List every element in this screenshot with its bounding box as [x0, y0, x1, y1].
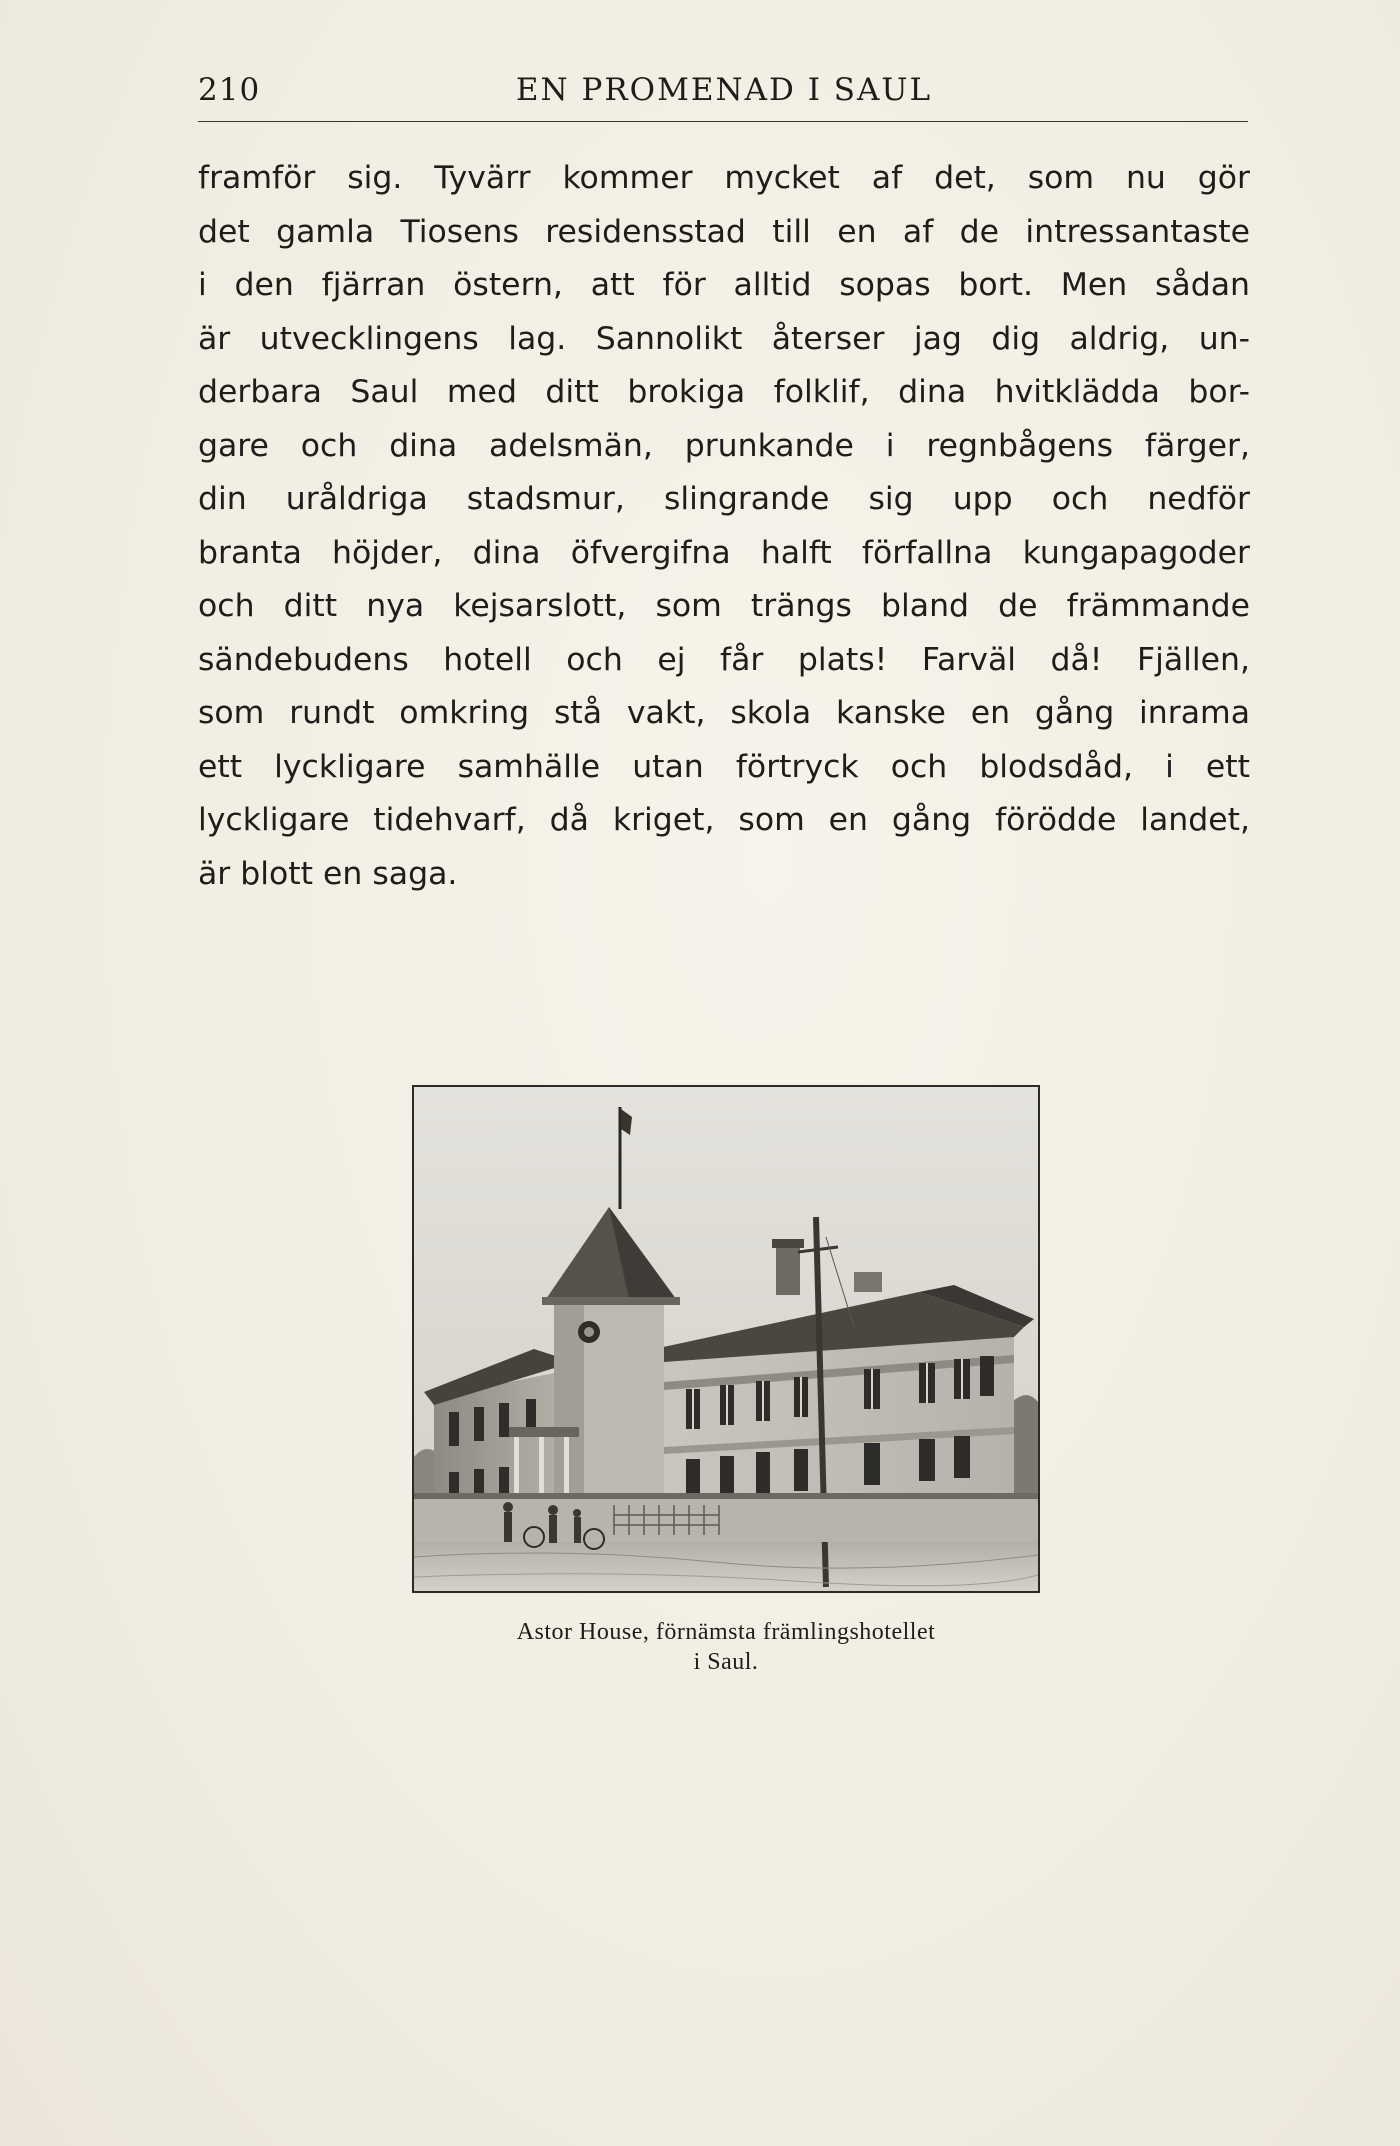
text-line: derbara Saul med ditt brokiga folklif, dina hvitklädda bor-	[198, 374, 1250, 410]
text-line: och ditt nya kejsarslott, som trängs bland de främmande	[198, 588, 1250, 624]
page-header	[198, 72, 1250, 122]
text-line: din uråldriga stadsmur, slingrande sig upp och nedför	[198, 481, 1250, 517]
text-line: sändebudens hotell och ej får plats! Farväl då! Fjällen,	[198, 641, 1250, 678]
text-line: framför sig. Tyvärr kommer mycket af det, som nu gör	[198, 160, 1250, 196]
text-line: gare och dina adelsmän, prunkande i regnbågens färger,	[198, 427, 1250, 464]
text-line: lyckligare tidehvarf, då kriget, som en gång förödde landet,	[198, 802, 1250, 838]
text-line: är blott en saga.	[198, 855, 458, 892]
body-paragraph	[198, 152, 1250, 901]
text-line: det gamla Tiosens residensstad till en af de intressantaste	[198, 213, 1250, 250]
text-line: branta höjder, dina öfvergifna halft förfallna kungapagoder	[198, 534, 1250, 571]
text-line: är utvecklingens lag. Sannolikt återser jag dig aldrig, un-	[198, 320, 1250, 357]
caption-line: i Saul.	[693, 1649, 759, 1675]
text-line: i den fjärran östern, att för alltid sopas bort. Men sådan	[198, 267, 1250, 303]
figure-caption	[412, 1617, 1040, 1677]
caption-line: Astor House, förnämsta främlingshotellet	[516, 1619, 936, 1645]
hotel-illustration	[414, 1087, 1038, 1591]
text-line: som rundt omkring stå vakt, skola kanske en gång inrama	[198, 695, 1250, 731]
hotel-photograph	[412, 1085, 1040, 1593]
header-rule	[198, 121, 1248, 122]
running-title: EN PROMENAD I SAUL	[515, 72, 933, 108]
page-number: 210	[198, 72, 261, 108]
text-line: ett lyckligare samhälle utan förtryck och blodsdåd, i ett	[198, 748, 1250, 785]
